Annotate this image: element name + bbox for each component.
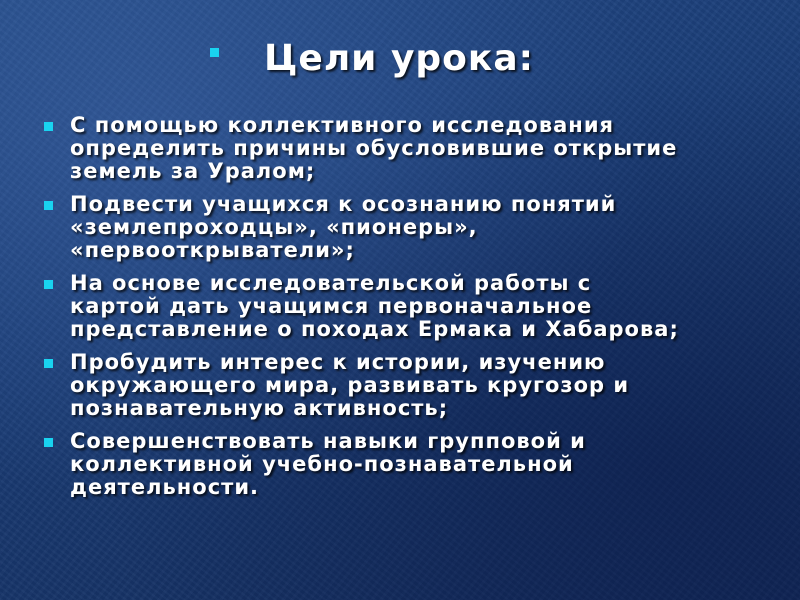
title-row <box>210 38 534 79</box>
list-item <box>44 430 774 499</box>
square-bullet-icon <box>44 201 53 210</box>
square-bullet-icon <box>210 48 219 57</box>
list-item-line: На основе исследовательской работы с <box>70 271 592 295</box>
list-item-line: С помощью коллективного исследования <box>70 113 615 137</box>
list-item <box>44 114 774 183</box>
list-item-line: коллективной учебно-познавательной <box>70 452 574 476</box>
list-item-line: «землепроходцы», «пионеры», <box>70 215 478 239</box>
list-item-line: Подвести учащихся к осознанию понятий <box>70 192 617 216</box>
list-item <box>44 351 774 420</box>
square-bullet-icon <box>44 122 53 131</box>
goals-list <box>44 114 774 509</box>
list-item-text <box>70 193 616 262</box>
list-item-line: картой дать учащимся первоначальное <box>70 294 593 318</box>
square-bullet-icon <box>44 359 53 368</box>
list-item-line: определить причины обусловившие открытие <box>70 136 678 160</box>
slide-title: Цели урока: <box>264 38 535 79</box>
list-item-text <box>70 430 586 499</box>
list-item-text <box>70 114 677 183</box>
list-item-text <box>70 351 629 420</box>
list-item-line: земель за Уралом; <box>70 159 316 183</box>
list-item-line: «первооткрыватели»; <box>70 238 355 262</box>
list-item-line: окружающего мира, развивать кругозор и <box>70 373 630 397</box>
list-item-line: познавательную активность; <box>70 396 449 420</box>
square-bullet-icon <box>44 280 53 289</box>
list-item-line: Совершенствовать навыки групповой и <box>70 429 586 453</box>
list-item <box>44 193 774 262</box>
list-item-text <box>70 272 679 341</box>
square-bullet-icon <box>44 438 53 447</box>
list-item-line: деятельности. <box>70 475 260 499</box>
list-item-line: представление о походах Ермака и Хабарова; <box>70 317 679 341</box>
list-item <box>44 272 774 341</box>
list-item-line: Пробудить интерес к истории, изучению <box>70 350 606 374</box>
